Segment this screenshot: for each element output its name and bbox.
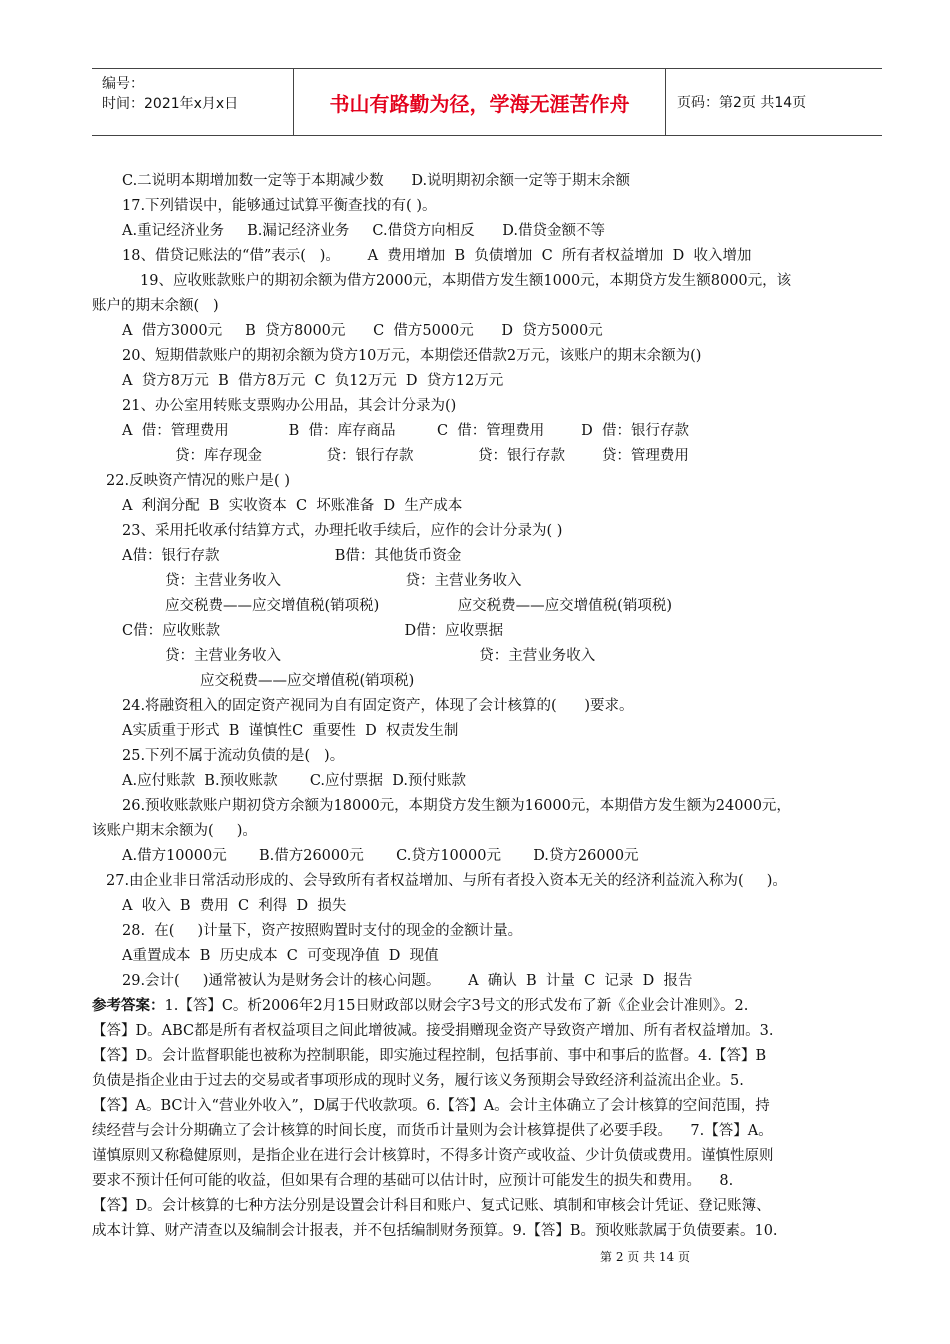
text-line: 29.会计( )通常被认为是财务会计的核心问题。 A 确认 B 计量 C 记录 D 报告 xyxy=(122,973,693,989)
text-line: A 借：管理费用 B 借：库存商品 C 借：管理费用 D 借：银行存款 xyxy=(122,423,689,439)
motto: 书山有路勤为径，学海无涯苦作舟 xyxy=(294,69,666,135)
text-line: 该账户期末余额为( )。 xyxy=(92,823,257,839)
text-line: A.应付账款 B.预收账款 C.应付票据 D.预付账款 xyxy=(122,773,466,789)
text-line: 26.预收账款账户期初贷方余额为18000元，本期贷方发生额为16000元，本期借方发生额为24000元， xyxy=(122,798,791,814)
answer-line: 续经营与会计分期确立了会计核算的时间长度，而货币计量则为会计核算提供了必要手段。 7.【答】A。 xyxy=(92,1123,773,1139)
answer-line: 【答】A。BC计入“营业外收入”，D属于代收款项。6.【答】A。会计主体确立了会计核算的空间范围，持 xyxy=(92,1098,770,1114)
text-line: 20、短期借款账户的期初余额为贷方10万元，本期偿还借款2万元，该账户的期末余额为() xyxy=(122,348,702,364)
answer-line: 【答】D。会计核算的七种方法分别是设置会计科目和账户、复式记账、填制和审核会计凭证、登记账簿、 xyxy=(92,1198,771,1214)
text-line: 27.由企业非日常活动形成的、会导致所有者权益增加、与所有者投入资本无关的经济利益流入称为( )。 xyxy=(106,873,787,889)
text-line: A 贷方8万元 B 借方8万元 C 负12万元 D 贷方12万元 xyxy=(122,373,504,389)
text-line: 贷：库存现金 贷：银行存款 贷：银行存款 贷：管理费用 xyxy=(175,448,689,464)
answers-first-line xyxy=(92,997,748,1015)
text-line: 贷：主营业务收入 贷：主营业务收入 xyxy=(165,573,522,589)
answers-label: 参考答案： xyxy=(92,998,165,1014)
text-line: 24.将融资租入的固定资产视同为自有固定资产，体现了会计核算的( )要求。 xyxy=(122,698,634,714)
answer-line: 谨慎原则又称稳健原则，是指企业在进行会计核算时，不得多计资产或收益、少计负债或费用。谨慎性原则 xyxy=(92,1148,774,1164)
header-info-cell xyxy=(92,69,294,135)
number-label: 编号： xyxy=(102,76,144,92)
text-line: 应交税费——应交增值税(销项税) 应交税费——应交增值税(销项税) xyxy=(165,598,672,614)
text-line: 17.下列错误中，能够通过试算平衡查找的有( )。 xyxy=(122,198,437,214)
text-line: A 借方3000元 B 贷方8000元 C 借方5000元 D 贷方5000元 xyxy=(122,323,603,339)
text-line: 21、办公室用转账支票购办公用品，其会计分录为() xyxy=(122,398,457,414)
answer-line: 成本计算、财产清查以及编制会计报表，并不包括编制财务预算。9.【答】B。预收账款属于负债要素。10. xyxy=(92,1223,778,1239)
text-line: A.借方10000元 B.借方26000元 C.贷方10000元 D.贷方26000元 xyxy=(122,848,639,864)
text-line: A实质重于形式 B 谨慎性C 重要性 D 权责发生制 xyxy=(122,723,459,739)
text-line: 18、借贷记账法的“借”表示( )。 A 费用增加 B 负债增加 C 所有者权益增加 D 收入增加 xyxy=(122,248,752,264)
answer-line: 【答】D。会计监督职能也被称为控制职能，即实施过程控制，包括事前、事中和事后的监督。4.【答】B xyxy=(92,1048,767,1064)
page-label: 页码：第2页 共14页 xyxy=(677,95,807,111)
text-line: 19、应收账款账户的期初余额为借方2000元，本期借方发生额1000元，本期贷方发生额8000元，该 xyxy=(140,273,792,289)
answer-line: 【答】D。ABC都是所有者权益项目之间此增彼减。接受捐赠现金资产导致资产增加、所有者权益增加。3. xyxy=(92,1023,774,1039)
text-line: A.重记经济业务 B.漏记经济业务 C.借贷方向相反 D.借贷金额不等 xyxy=(122,223,605,239)
text-line: C.二说明本期增加数一定等于本期减少数 D.说明期初余额一定等于期末余额 xyxy=(122,173,631,189)
text-line: 账户的期末余额( ) xyxy=(92,298,219,314)
text-line: 22.反映资产情况的账户是( ) xyxy=(106,473,290,489)
page-footer: 第 2 页 共 14 页 xyxy=(600,1250,690,1264)
text-line: 23、采用托收承付结算方式，办理托收手续后，应作的会计分录为( ) xyxy=(122,523,563,539)
time-label: 时间：2021年x月x日 xyxy=(102,96,239,112)
text-line: A借：银行存款 B借：其他货币资金 xyxy=(122,548,462,564)
text-line: 应交税费——应交增值税(销项税) xyxy=(200,673,415,689)
text-line: 28. 在( )计量下，资产按照购置时支付的现金的金额计量。 xyxy=(122,923,523,939)
text-line: A 利润分配 B 实收资本 C 坏账准备 D 生产成本 xyxy=(122,498,463,514)
answer-line: 负债是指企业由于过去的交易或者事项形成的现时义务，履行该义务预期会导致经济利益流出企业。5. xyxy=(92,1073,744,1089)
text-line: C借：应收账款 D借：应收票据 xyxy=(122,623,504,639)
answer-line: 要求不预计任何可能的收益，但如果有合理的基础可以估计时，应预计可能发生的损失和费用。 8. xyxy=(92,1173,734,1189)
header-table xyxy=(92,68,882,136)
text-line: A 收入 B 费用 C 利得 D 损失 xyxy=(122,898,347,914)
text-line: 贷：主营业务收入 贷：主营业务收入 xyxy=(165,648,596,664)
text-line: 25.下列不属于流动负债的是( )。 xyxy=(122,748,345,764)
answers-text: 1.【答】C。析2006年2月15日财政部以财会字3号文的形式发布了新《企业会计准则》。2. xyxy=(164,998,749,1014)
text-line: A重置成本 B 历史成本 C 可变现净值 D 现值 xyxy=(122,948,439,964)
